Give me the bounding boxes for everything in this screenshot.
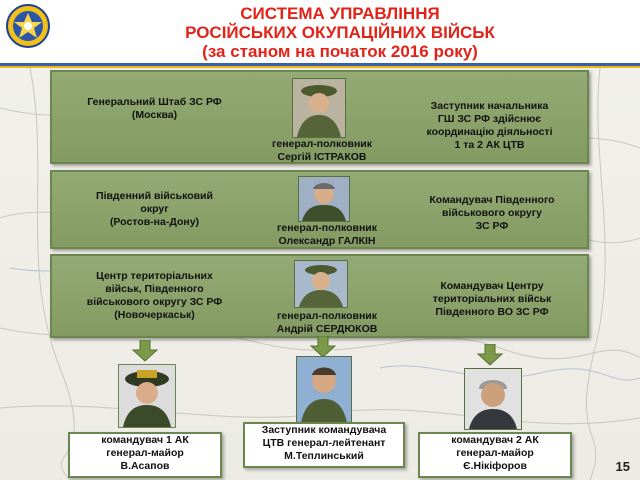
panel-center-text: генерал-полковник Андрій СЕРДЮКОВ <box>276 310 378 335</box>
panel-left-text: Генеральний Штаб ЗС РФ (Москва) <box>87 96 222 121</box>
officer-photo <box>298 176 350 222</box>
corps-1-commander-box: командувач 1 АК генерал-майор В.Асапов <box>68 432 222 478</box>
panel-center-text: генерал-полковник Сергій ІСТРАКОВ <box>271 138 373 163</box>
panel-southern-district <box>50 170 589 249</box>
panel-territorial-forces <box>50 254 589 338</box>
panel-left-text: Центр територіальних військ, Південного військового округу ЗС РФ (Новочеркаськ) <box>86 270 223 321</box>
corps-2-commander-box: командувач 2 АК генерал-майор Є.Нікіфоров <box>418 432 572 478</box>
arrow-down-icon <box>310 336 336 358</box>
officer-photo <box>118 364 176 428</box>
panel-left-text: Південний військовий округ (Ростов-на-Дону) <box>96 190 213 228</box>
title-line-1: СИСТЕМА УПРАВЛІННЯ <box>240 4 440 23</box>
arrow-down-icon <box>132 340 158 362</box>
panel-general-staff <box>50 70 589 164</box>
panel-right-text: Командувач Південного військового округу ЗС РФ <box>429 194 555 232</box>
header <box>0 0 640 68</box>
officer-photo <box>296 356 352 424</box>
panel-right-text: Заступник начальника ГШ ЗС РФ здійснює координацію діяльності 1 та 2 АК ЦТВ <box>426 100 553 151</box>
panel-center-text: генерал-полковник Олександр ГАЛКІН <box>276 222 378 247</box>
panel-right-text: Командувач Центру територіальних військ Південного ВО ЗС РФ <box>432 280 552 318</box>
header-stripe-gold <box>0 66 640 68</box>
title-line-3: (за станом на початок 2016 року) <box>202 42 478 61</box>
deputy-commander-box: Заступник командувача ЦТВ генерал-лейтенант М.Теплинський <box>243 422 405 468</box>
page-number: 15 <box>615 459 630 474</box>
title-line-2: РОСІЙСЬКИХ ОКУПАЦІЙНИХ ВІЙСЬК <box>185 23 495 42</box>
arrow-down-icon <box>477 344 503 366</box>
officer-photo <box>464 368 522 430</box>
officer-photo <box>294 260 348 308</box>
officer-photo <box>292 78 346 138</box>
emblem-logo <box>6 4 50 48</box>
